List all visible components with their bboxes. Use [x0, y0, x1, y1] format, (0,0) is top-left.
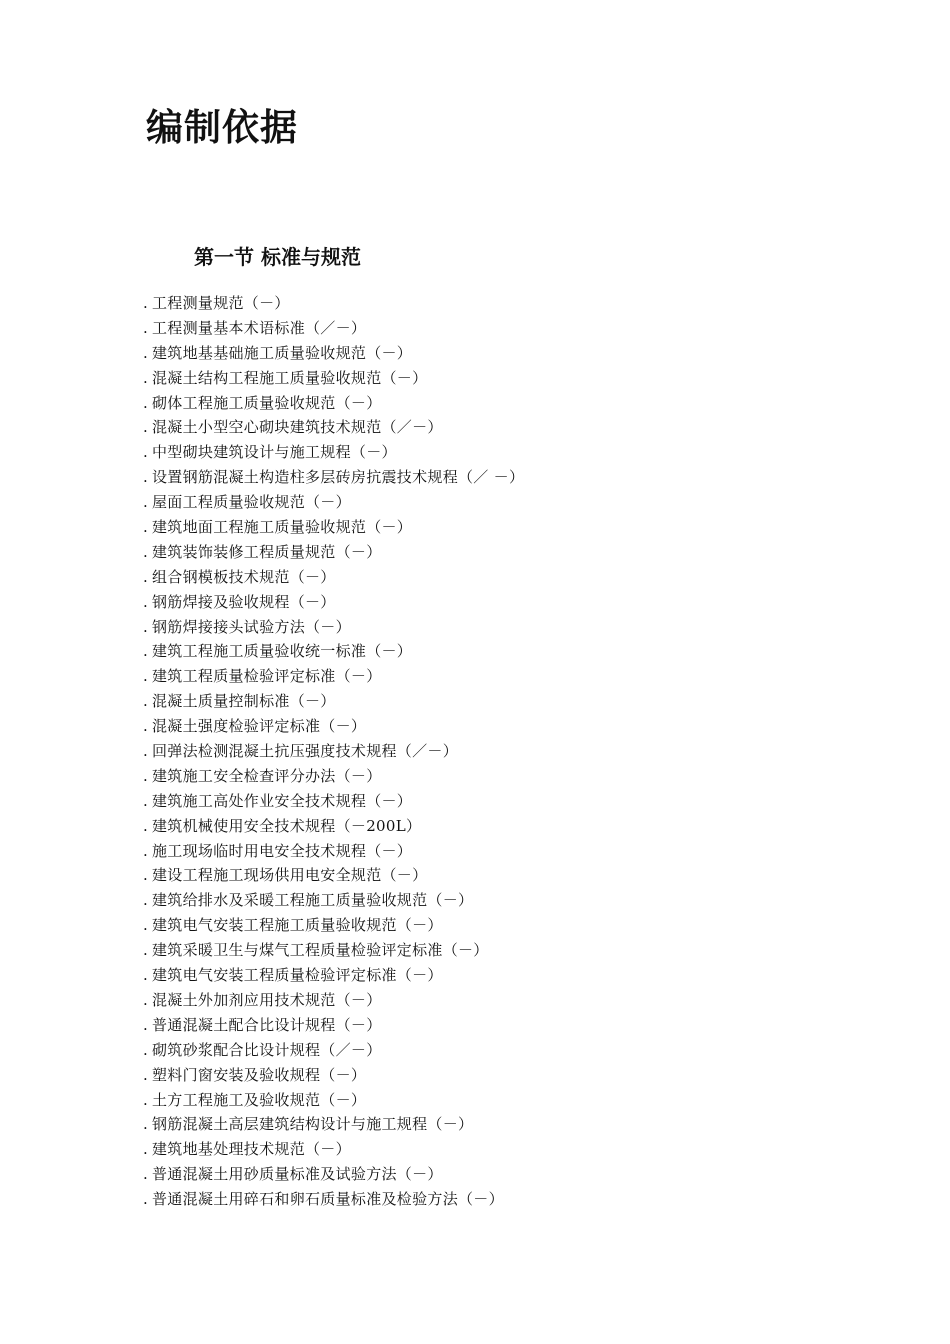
bullet-mark: .	[143, 443, 149, 462]
list-item	[143, 316, 843, 341]
list-item-text: 土方工程施工及验收规范（－）	[152, 1090, 367, 1109]
list-item	[143, 540, 843, 565]
list-item	[143, 291, 843, 316]
bullet-mark: .	[143, 891, 149, 910]
bullet-mark: .	[143, 816, 149, 835]
standards-list	[143, 291, 843, 1212]
list-item-text: 建设工程施工现场供用电安全规范（－）	[152, 866, 428, 885]
list-item-text: 建筑装饰装修工程质量规范（－）	[152, 542, 382, 561]
list-item	[143, 590, 843, 615]
list-item-text: 建筑地基处理技术规范（－）	[152, 1140, 351, 1159]
list-item-text: 普通混凝土用碎石和卵石质量标准及检验方法（－）	[152, 1190, 504, 1209]
list-item	[143, 465, 843, 490]
bullet-mark: .	[143, 418, 149, 437]
list-item-text: 建筑机械使用安全技术规程（－200L）	[152, 816, 422, 835]
bullet-mark: .	[143, 343, 149, 362]
list-item-text: 设置钢筋混凝土构造柱多层砖房抗震技术规程（／ －）	[152, 468, 525, 487]
list-item	[143, 415, 843, 440]
bullet-mark: .	[143, 1115, 149, 1134]
list-item	[143, 739, 843, 764]
list-item-text: 钢筋混凝土高层建筑结构设计与施工规程（－）	[152, 1115, 474, 1134]
list-item-text: 建筑电气安装工程质量检验评定标准（－）	[152, 966, 443, 985]
list-item-text: 建筑地基基础施工质量验收规范（－）	[152, 343, 413, 362]
bullet-mark: .	[143, 1140, 149, 1159]
list-item	[143, 515, 843, 540]
list-item	[143, 565, 843, 590]
list-item	[143, 814, 843, 839]
list-item-text: 混凝土外加剂应用技术规范（－）	[152, 990, 382, 1009]
list-item-text: 建筑施工安全检查评分办法（－）	[152, 766, 382, 785]
bullet-mark: .	[143, 1040, 149, 1059]
list-item-text: 混凝土质量控制标准（－）	[152, 692, 336, 711]
bullet-mark: .	[143, 592, 149, 611]
list-item-text: 中型砌块建筑设计与施工规程（－）	[152, 443, 397, 462]
list-item	[143, 1038, 843, 1063]
document-title: 编制依据	[146, 106, 298, 149]
list-item-text: 钢筋焊接接头试验方法（－）	[152, 617, 351, 636]
bullet-mark: .	[143, 990, 149, 1009]
list-item-text: 普通混凝土用砂质量标准及试验方法（－）	[152, 1165, 443, 1184]
bullet-mark: .	[143, 841, 149, 860]
bullet-mark: .	[143, 966, 149, 985]
list-item-text: 混凝土小型空心砌块建筑技术规范（／－）	[152, 418, 443, 437]
list-item-text: 建筑电气安装工程施工质量验收规范（－）	[152, 916, 443, 935]
list-item	[143, 938, 843, 963]
list-item-text: 建筑给排水及采暖工程施工质量验收规范（－）	[152, 891, 474, 910]
list-item	[143, 888, 843, 913]
list-item	[143, 490, 843, 515]
bullet-mark: .	[143, 941, 149, 960]
list-item	[143, 440, 843, 465]
bullet-mark: .	[143, 318, 149, 337]
list-item	[143, 963, 843, 988]
list-item	[143, 1013, 843, 1038]
bullet-mark: .	[143, 518, 149, 537]
bullet-mark: .	[143, 1015, 149, 1034]
bullet-mark: .	[143, 493, 149, 512]
list-item-text: 工程测量规范（－）	[152, 294, 290, 312]
bullet-mark: .	[143, 368, 149, 387]
bullet-mark: .	[143, 1165, 149, 1184]
bullet-mark: .	[143, 667, 149, 686]
list-item	[143, 988, 843, 1013]
list-item	[143, 1063, 843, 1088]
list-item	[143, 1162, 843, 1187]
bullet-mark: .	[143, 866, 149, 885]
bullet-mark: .	[143, 766, 149, 785]
bullet-mark: .	[143, 468, 149, 487]
list-item	[143, 1137, 843, 1162]
bullet-mark: .	[143, 1090, 149, 1109]
bullet-mark: .	[143, 791, 149, 810]
list-item	[143, 615, 843, 640]
list-item-text: 混凝土强度检验评定标准（－）	[152, 717, 367, 736]
bullet-mark: .	[143, 692, 149, 711]
list-item	[143, 863, 843, 888]
list-item-text: 工程测量基本术语标准（／－）	[152, 318, 367, 337]
list-item-text: 回弹法检测混凝土抗压强度技术规程（／－）	[152, 742, 459, 761]
list-item	[143, 366, 843, 391]
bullet-mark: .	[143, 717, 149, 736]
list-item	[143, 714, 843, 739]
list-item	[143, 639, 843, 664]
bullet-mark: .	[143, 567, 149, 586]
list-item	[143, 913, 843, 938]
bullet-mark: .	[143, 742, 149, 761]
list-item	[143, 341, 843, 366]
list-item-text: 建筑采暖卫生与煤气工程质量检验评定标准（－）	[152, 941, 489, 960]
list-item-text: 钢筋焊接及验收规程（－）	[152, 592, 336, 611]
list-item-text: 组合钢模板技术规范（－）	[152, 567, 336, 586]
list-item-text: 建筑施工高处作业安全技术规程（－）	[152, 791, 413, 810]
list-item-text: 建筑工程施工质量验收统一标准（－）	[152, 642, 413, 661]
bullet-mark: .	[143, 1065, 149, 1084]
list-item-text: 施工现场临时用电安全技术规程（－）	[152, 841, 413, 860]
list-item	[143, 839, 843, 864]
list-item-text: 建筑工程质量检验评定标准（－）	[152, 667, 382, 686]
list-item-text: 建筑地面工程施工质量验收规范（－）	[152, 518, 413, 537]
list-item	[143, 789, 843, 814]
list-item-text: 混凝土结构工程施工质量验收规范（－）	[152, 368, 428, 387]
list-item-text: 普通混凝土配合比设计规程（－）	[152, 1015, 382, 1034]
bullet-mark: .	[143, 542, 149, 561]
list-item	[143, 1187, 843, 1212]
section-title: 第一节 标准与规范	[194, 245, 361, 269]
bullet-mark: .	[143, 617, 149, 636]
list-item-text: 屋面工程质量验收规范（－）	[152, 493, 351, 512]
list-item	[143, 664, 843, 689]
list-item	[143, 689, 843, 714]
bullet-mark: .	[143, 916, 149, 935]
list-item	[143, 764, 843, 789]
bullet-mark: .	[143, 294, 149, 312]
bullet-mark: .	[143, 393, 149, 412]
list-item	[143, 1112, 843, 1137]
list-item	[143, 391, 843, 416]
list-item-text: 砌筑砂浆配合比设计规程（／－）	[152, 1040, 382, 1059]
list-item-text: 塑料门窗安装及验收规程（－）	[152, 1065, 367, 1084]
list-item	[143, 1088, 843, 1113]
bullet-mark: .	[143, 1190, 149, 1209]
bullet-mark: .	[143, 642, 149, 661]
list-item-text: 砌体工程施工质量验收规范（－）	[152, 393, 382, 412]
